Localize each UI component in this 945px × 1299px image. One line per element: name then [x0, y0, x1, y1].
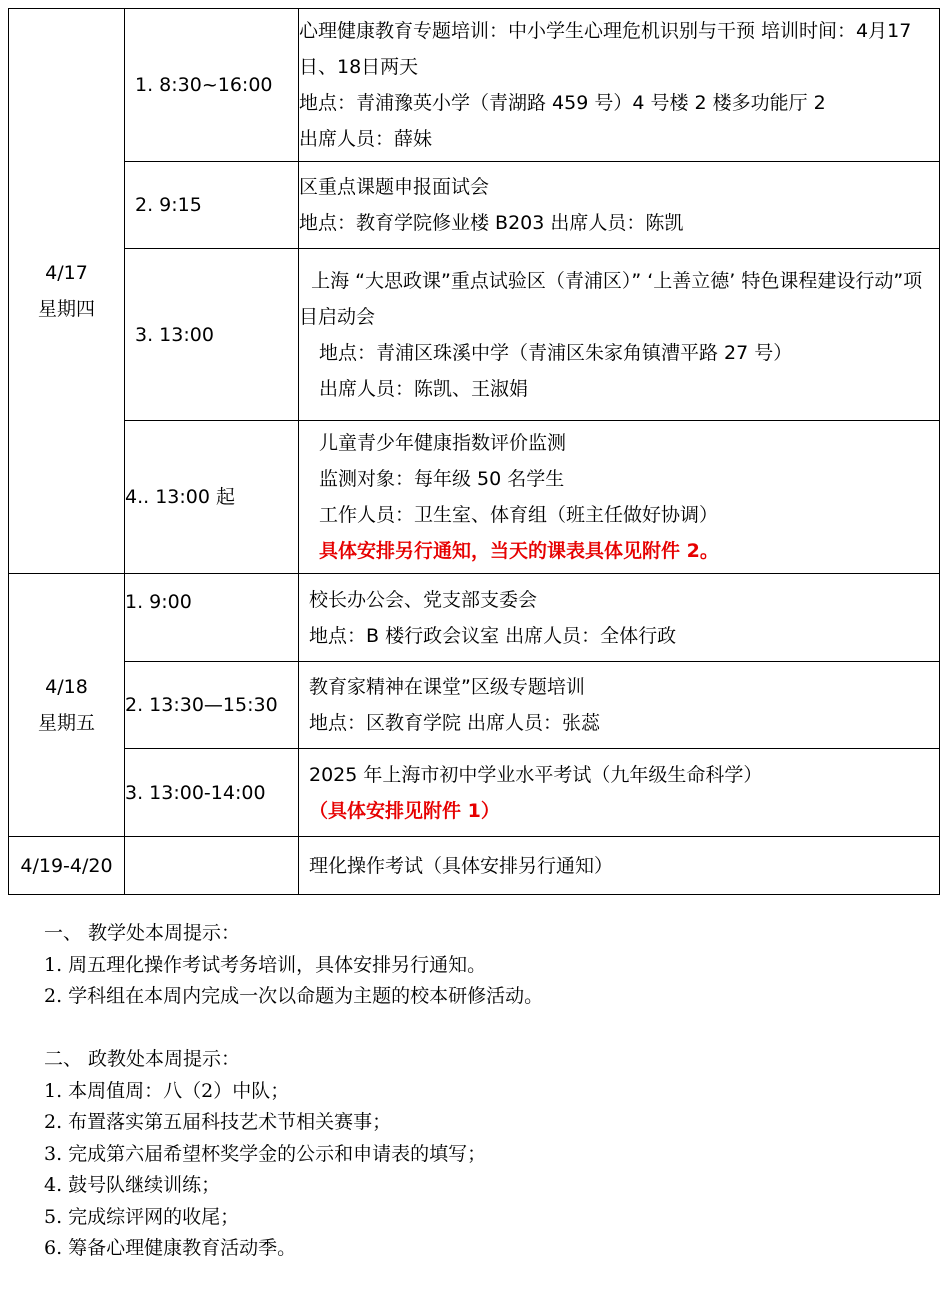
content-cell: [299, 837, 940, 895]
event-title: 儿童青少年健康指数评价监测: [319, 432, 567, 454]
list-item: 2. 学科组在本周内完成一次以命题为主题的校本研修活动。: [44, 985, 544, 1007]
time-label: 3. 13:00: [135, 323, 214, 346]
weekday-label: 星期五: [37, 712, 95, 734]
time-cell: [125, 574, 299, 662]
time-label: 2. 13:30—15:30: [125, 694, 278, 716]
schedule-table: [8, 8, 940, 895]
date-label: 4/19-4/20: [20, 854, 113, 877]
event-location: 地点：教育学院修业楼 B203 出席人员：陈凯: [299, 212, 684, 234]
list-item: 1. 周五理化操作考试考务培训，具体安排另行通知。: [44, 953, 487, 976]
event-location: 地点：区教育学院 出席人员：张蕊: [309, 712, 601, 734]
emphasis-note: （具体安排见附件 1）: [309, 799, 500, 822]
date-cell: [9, 9, 125, 574]
list-item: 6. 筹备心理健康教育活动季。: [44, 1237, 297, 1259]
event-title: 2025 年上海市初中学业水平考试（九年级生命科学）: [309, 763, 763, 786]
date-cell: [9, 574, 125, 837]
list-item: 3. 完成第六届希望杯奖学金的公示和申请表的填写；: [44, 1142, 487, 1165]
time-cell: [125, 662, 299, 749]
event-staff: 工作人员：卫生室、体育组（班主任做好协调）: [319, 504, 719, 526]
event-location: 地点：青浦区珠溪中学（青浦区朱家角镇漕平路 27 号）: [319, 341, 793, 364]
table-row: [9, 9, 940, 162]
time-cell: [125, 837, 299, 895]
time-cell: [125, 749, 299, 837]
event-attendees: 出席人员：薛妹: [299, 128, 433, 150]
time-cell: [125, 162, 299, 249]
event-attendees: 出席人员：陈凯、王淑娟: [319, 377, 529, 400]
table-row: [9, 249, 940, 421]
list-item: 1. 本周值周：八（2）中队；: [44, 1079, 290, 1102]
date-cell: [9, 837, 125, 895]
content-cell: [299, 749, 940, 837]
table-row: [9, 421, 940, 574]
event-title: 教育家精神在课堂”区级专题培训: [309, 676, 585, 698]
content-cell: [299, 9, 940, 162]
content-cell: [299, 249, 940, 421]
date-label: 4/17: [45, 262, 88, 284]
section-title: 一、 教学处本周提示：: [44, 922, 241, 944]
event-title: 上海 “大思政课”重点试验区（青浦区）” ‘上善立德’ 特色课程建设行动”项目启动会: [299, 269, 923, 328]
event-title: 理化操作考试（具体安排另行通知）: [309, 854, 614, 877]
content-cell: [299, 662, 940, 749]
table-row: [9, 837, 940, 895]
time-cell: [125, 249, 299, 421]
section-gap: [44, 1013, 543, 1045]
table-row: [9, 749, 940, 837]
list-item: 2. 布置落实第五届科技艺术节相关赛事；: [44, 1111, 392, 1133]
event-location: 地点：青浦豫英小学（青湖路 459 号）4 号楼 2 楼多功能厅 2: [299, 92, 826, 114]
list-item: 4. 鼓号队继续训练；: [44, 1174, 221, 1196]
content-cell: [299, 574, 940, 662]
date-label: 4/18: [45, 676, 88, 698]
time-label: 2. 9:15: [135, 194, 202, 216]
content-cell: [299, 162, 940, 249]
weekday-label: 星期四: [37, 298, 95, 320]
event-target: 监测对象：每年级 50 名学生: [319, 468, 565, 490]
emphasis-note: 具体安排另行通知，当天的课表具体见附件 2。: [319, 540, 719, 562]
time-label: 4.. 13:00 起: [125, 486, 236, 508]
event-title: 校长办公会、党支部支委会: [309, 588, 538, 611]
content-cell: [299, 421, 940, 574]
table-row: [9, 162, 940, 249]
time-label: 1. 8:30~16:00: [135, 74, 273, 96]
event-title: 区重点课题申报面试会: [299, 176, 490, 198]
event-title: 心理健康教育专题培训：中小学生心理危机识别与干预 培训时间：4月17日、18日两天: [299, 20, 912, 78]
list-item: 5. 完成综评网的收尾；: [44, 1205, 240, 1228]
time-label: 1. 9:00: [125, 591, 192, 613]
table-row: [9, 662, 940, 749]
table-row: [9, 574, 940, 662]
time-label: 3. 13:00-14:00: [125, 781, 266, 804]
time-cell: [125, 421, 299, 574]
event-location: 地点：B 楼行政会议室 出席人员：全体行政: [309, 624, 677, 647]
section-title: 二、 政教处本周提示：: [44, 1048, 241, 1070]
time-cell: [125, 9, 299, 162]
weekly-notes: [44, 918, 543, 1265]
